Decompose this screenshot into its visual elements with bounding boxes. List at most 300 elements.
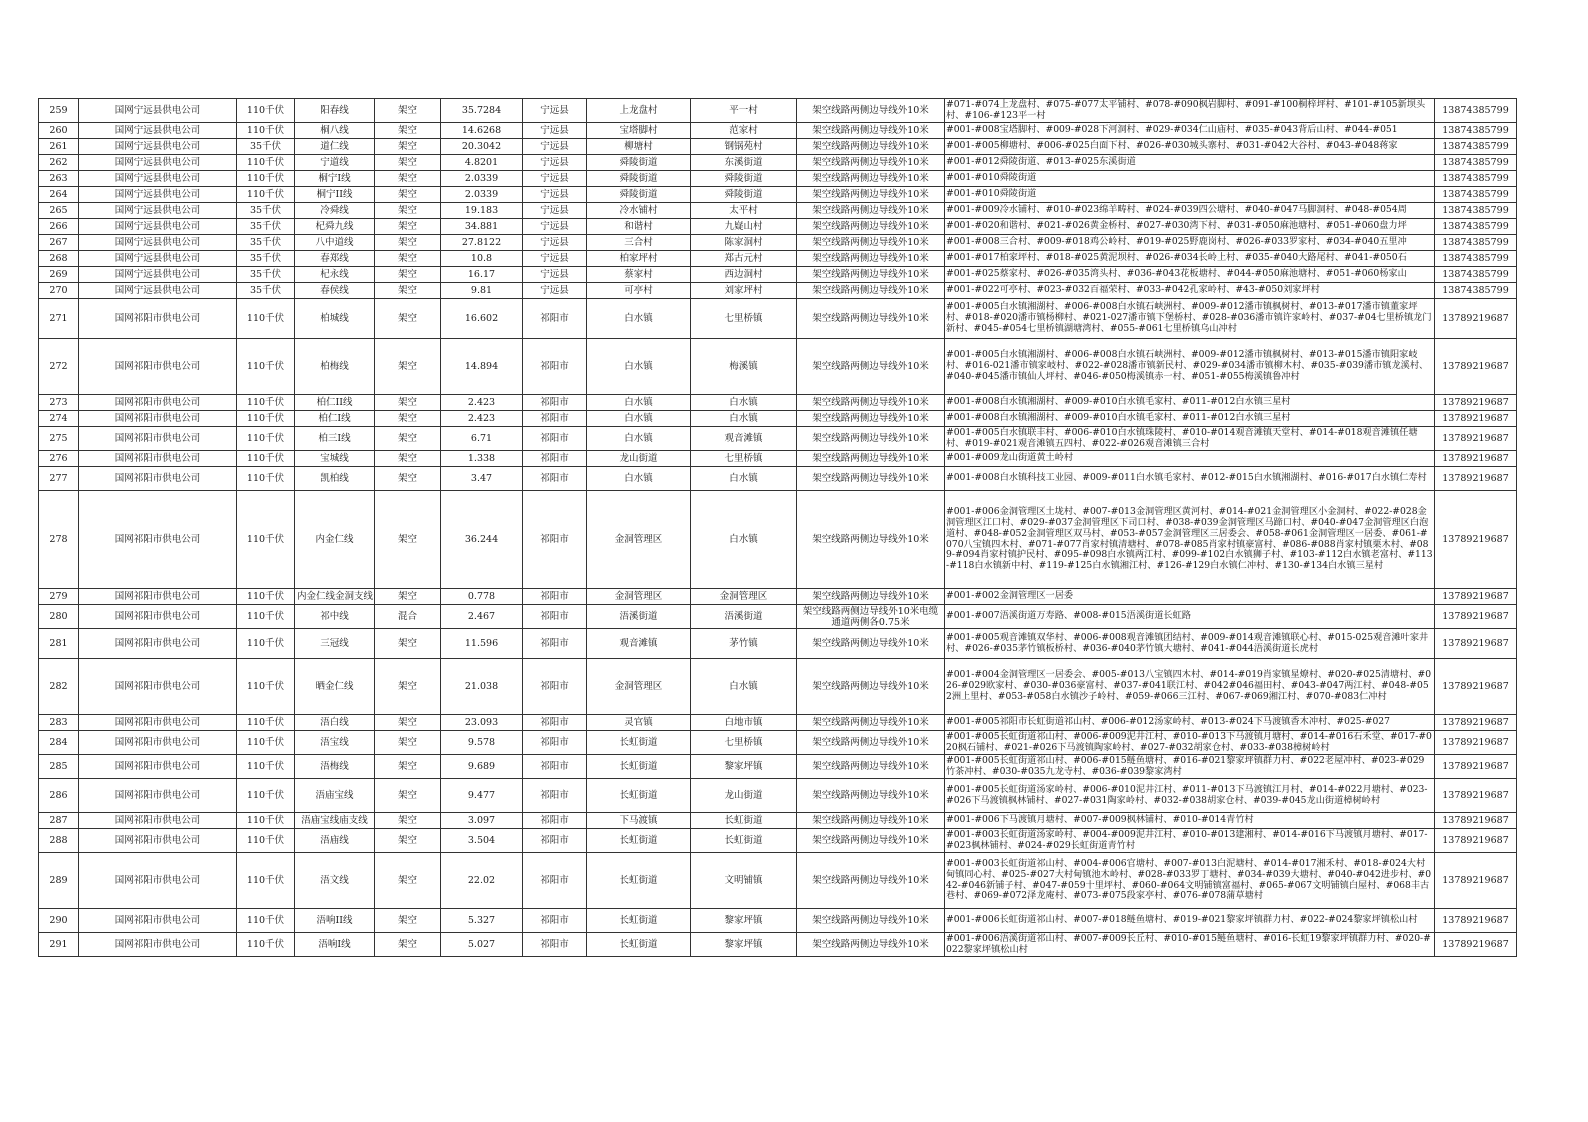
protection-range-cell: 架空线路两侧边导线外10米 bbox=[797, 813, 945, 829]
row-number: 268 bbox=[39, 251, 79, 267]
line-length-cell: 2.423 bbox=[441, 411, 523, 427]
voltage-cell: 110千伏 bbox=[237, 853, 295, 909]
company-cell: 国网宁远县供电公司 bbox=[79, 123, 237, 139]
line-length-cell: 9.81 bbox=[441, 283, 523, 299]
row-number: 284 bbox=[39, 731, 79, 755]
start-town-cell: 舜陵街道 bbox=[587, 171, 691, 187]
tower-description-cell: #001-#005观音滩镇双华村、#006-#008观音滩镇团结村、#009-#014观音滩镇联心村、#015-025观音滩叶家井村、#026-#035茅竹镇板桥村、#036-#040茅竹镇大塘村、#041-#044浯溪街道长虎村 bbox=[945, 629, 1435, 659]
protection-range-cell: 架空线路两侧边导线外10米 bbox=[797, 755, 945, 779]
row-number: 271 bbox=[39, 299, 79, 339]
tower-description-cell: #001-#005长虹街道汤家岭村、#006-#010泥井江村、#011-#013下马渡镇江月村、#014-#022月塘村、#023-#026下马渡镇枫林铺村、#027-#031陶家岭村、#032-#038胡家仓村、#039-#045龙山街道樟树岭村 bbox=[945, 779, 1435, 813]
row-number: 278 bbox=[39, 491, 79, 589]
company-cell: 国网祁阳市供电公司 bbox=[79, 779, 237, 813]
line-name-cell: 浯庙线 bbox=[295, 829, 375, 853]
line-length-cell: 16.17 bbox=[441, 267, 523, 283]
line-length-cell: 2.467 bbox=[441, 605, 523, 629]
protection-range-cell: 架空线路两侧边导线外10米 bbox=[797, 853, 945, 909]
voltage-cell: 110千伏 bbox=[237, 299, 295, 339]
contact-phone-cell: 13789219687 bbox=[1435, 589, 1517, 605]
table-body bbox=[39, 99, 1517, 957]
contact-phone-cell: 13789219687 bbox=[1435, 605, 1517, 629]
line-name-cell: 杞舜九线 bbox=[295, 219, 375, 235]
county-cell: 宁远县 bbox=[523, 171, 587, 187]
line-type-cell: 架空 bbox=[375, 411, 441, 427]
county-cell: 祁阳市 bbox=[523, 395, 587, 411]
tower-description-cell: #001-#022可亭村、#023-#032百福荣村、#033-#042孔家岭村、#43-#050刘家坪村 bbox=[945, 283, 1435, 299]
start-town-cell: 舜陵街道 bbox=[587, 155, 691, 171]
line-type-cell: 架空 bbox=[375, 629, 441, 659]
end-town-cell: 舜陵街道 bbox=[691, 187, 797, 203]
line-name-cell: 凯柏线 bbox=[295, 467, 375, 491]
tower-description-cell: #001-#003长虹街道祁山村、#004-#006官塘村、#007-#013白泥塘村、#014-#017湘禾村、#018-#024大村甸镇同心村、#025-#027大村甸镇池木岭村、#028-#033罗丁塘村、#034-#039大塘村、#040-#042进步村、#042-#046新铺子村、#047-#059十里坪村、#060-#064文明铺镇富福村、#065-#067文明铺镇白屋村、#068丰古巷村、#069-#072泽龙庵村、#073-#075段家亭村、#076-#078蒲草塘村 bbox=[945, 853, 1435, 909]
voltage-cell: 110千伏 bbox=[237, 605, 295, 629]
company-cell: 国网祁阳市供电公司 bbox=[79, 589, 237, 605]
line-type-cell: 架空 bbox=[375, 219, 441, 235]
county-cell: 祁阳市 bbox=[523, 909, 587, 933]
line-type-cell: 架空 bbox=[375, 203, 441, 219]
start-town-cell: 白水镇 bbox=[587, 339, 691, 395]
line-type-cell: 架空 bbox=[375, 155, 441, 171]
line-name-cell: 浯庙宝线庙支线 bbox=[295, 813, 375, 829]
end-town-cell: 浯溪街道 bbox=[691, 605, 797, 629]
protection-range-cell: 架空线路两侧边导线外10米 bbox=[797, 659, 945, 715]
start-town-cell: 长虹街道 bbox=[587, 731, 691, 755]
protection-range-cell: 架空线路两侧边导线外10米 bbox=[797, 731, 945, 755]
tower-description-cell: #001-#004金洞管理区一居委会、#005-#013八宝镇四木村、#014-#019肖家镇星燎村、#020-#025清塘村、#026-#029欧家村、#030-#036豪富村、#037-#041联江村、#042#046福田村、#043-#047两江村、#048-#052洲上里村、#053-#058白水镇沙子岭村、#059-#066三江村、#067-#069湘江村、#070-#083仁冲村 bbox=[945, 659, 1435, 715]
start-town-cell: 冷水铺村 bbox=[587, 203, 691, 219]
line-length-cell: 9.578 bbox=[441, 731, 523, 755]
row-number: 272 bbox=[39, 339, 79, 395]
start-town-cell: 长虹街道 bbox=[587, 933, 691, 957]
row-number: 277 bbox=[39, 467, 79, 491]
end-town-cell: 东溪街道 bbox=[691, 155, 797, 171]
line-name-cell: 冷舜线 bbox=[295, 203, 375, 219]
tower-description-cell: #001-#017柏家坪村、#018-#025黄泥坝村、#026-#034长岭上村、#035-#040大路尾村、#041-#050石 bbox=[945, 251, 1435, 267]
table-row bbox=[39, 715, 1517, 731]
end-town-cell: 白水镇 bbox=[691, 659, 797, 715]
line-type-cell: 架空 bbox=[375, 395, 441, 411]
contact-phone-cell: 13789219687 bbox=[1435, 339, 1517, 395]
line-name-cell: 浯响II线 bbox=[295, 909, 375, 933]
contact-phone-cell: 13789219687 bbox=[1435, 411, 1517, 427]
voltage-cell: 110千伏 bbox=[237, 99, 295, 123]
line-length-cell: 9.477 bbox=[441, 779, 523, 813]
start-town-cell: 上龙盘村 bbox=[587, 99, 691, 123]
end-town-cell: 白水镇 bbox=[691, 467, 797, 491]
county-cell: 祁阳市 bbox=[523, 299, 587, 339]
protection-range-cell: 架空线路两侧边导线外10米 bbox=[797, 171, 945, 187]
start-town-cell: 长虹街道 bbox=[587, 829, 691, 853]
line-length-cell: 19.183 bbox=[441, 203, 523, 219]
table-row bbox=[39, 203, 1517, 219]
protection-range-cell: 架空线路两侧边导线外10米 bbox=[797, 933, 945, 957]
line-name-cell: 浯梅线 bbox=[295, 755, 375, 779]
company-cell: 国网宁远县供电公司 bbox=[79, 187, 237, 203]
contact-phone-cell: 13874385799 bbox=[1435, 187, 1517, 203]
protection-range-cell: 架空线路两侧边导线外10米 bbox=[797, 395, 945, 411]
county-cell: 祁阳市 bbox=[523, 339, 587, 395]
county-cell: 祁阳市 bbox=[523, 659, 587, 715]
company-cell: 国网祁阳市供电公司 bbox=[79, 813, 237, 829]
contact-phone-cell: 13789219687 bbox=[1435, 779, 1517, 813]
protection-range-cell: 架空线路两侧边导线外10米 bbox=[797, 235, 945, 251]
voltage-cell: 110千伏 bbox=[237, 755, 295, 779]
row-number: 269 bbox=[39, 267, 79, 283]
tower-description-cell: #001-#006金洞管理区土垅村、#007-#013金洞管理区黄河村、#014-#021金洞管理区小金洞村、#022-#028金洞管理区江口村、#029-#037金洞管理区下司口村、#038-#039金洞管理区马蹄口村、#040-#047金洞管理区白泡道村、#048-#052金洞管理区双马村、#053-#057金洞管理区三居委会、#058-#061金洞管理区一居委、#061-#070八宝镇四木村、#071-#077肖家村镇清塘村、#078-#085肖家村镇豪富村、#086-#088肖家村镇栗木村、#089-#094肖家村镇护民村、#095-#098白水镇两江村、#099-#102白水镇狮子村、#103-#112白水镇老富村、#113-#118白水镇新中村、#119-#125白水镇湘江村、#126-#129白水镇仁冲村、#130-#134白水镇三星村 bbox=[945, 491, 1435, 589]
table-row bbox=[39, 853, 1517, 909]
contact-phone-cell: 13874385799 bbox=[1435, 267, 1517, 283]
voltage-cell: 35千伏 bbox=[237, 283, 295, 299]
voltage-cell: 110千伏 bbox=[237, 451, 295, 467]
end-town-cell: 平一村 bbox=[691, 99, 797, 123]
start-town-cell: 金洞管理区 bbox=[587, 659, 691, 715]
tower-description-cell: #001-#020和谐村、#021-#026黄金桥村、#027-#030湾下村、#031-#050麻池塘村、#051-#060盘力坪 bbox=[945, 219, 1435, 235]
row-number: 288 bbox=[39, 829, 79, 853]
protection-range-cell: 架空线路两侧边导线外10米 bbox=[797, 203, 945, 219]
line-name-cell: 柏三I线 bbox=[295, 427, 375, 451]
company-cell: 国网宁远县供电公司 bbox=[79, 139, 237, 155]
voltage-cell: 110千伏 bbox=[237, 731, 295, 755]
tower-description-cell: #001-#010舜陵街道 bbox=[945, 171, 1435, 187]
county-cell: 祁阳市 bbox=[523, 605, 587, 629]
table-row bbox=[39, 99, 1517, 123]
row-number: 262 bbox=[39, 155, 79, 171]
end-town-cell: 太平村 bbox=[691, 203, 797, 219]
company-cell: 国网祁阳市供电公司 bbox=[79, 715, 237, 731]
line-length-cell: 3.47 bbox=[441, 467, 523, 491]
line-length-cell: 21.038 bbox=[441, 659, 523, 715]
protection-range-cell: 架空线路两侧边导线外10米 bbox=[797, 829, 945, 853]
line-type-cell: 架空 bbox=[375, 171, 441, 187]
protection-range-cell: 架空线路两侧边导线外10米 bbox=[797, 139, 945, 155]
table-row bbox=[39, 267, 1517, 283]
voltage-cell: 110千伏 bbox=[237, 427, 295, 451]
end-town-cell: 刘家坪村 bbox=[691, 283, 797, 299]
protection-range-cell: 架空线路两侧边导线外10米 bbox=[797, 267, 945, 283]
row-number: 276 bbox=[39, 451, 79, 467]
line-length-cell: 14.894 bbox=[441, 339, 523, 395]
line-type-cell: 架空 bbox=[375, 451, 441, 467]
line-type-cell: 架空 bbox=[375, 659, 441, 715]
line-name-cell: 八中道线 bbox=[295, 235, 375, 251]
end-town-cell: 黎家坪镇 bbox=[691, 755, 797, 779]
county-cell: 祁阳市 bbox=[523, 411, 587, 427]
contact-phone-cell: 13874385799 bbox=[1435, 123, 1517, 139]
company-cell: 国网祁阳市供电公司 bbox=[79, 395, 237, 411]
line-type-cell: 架空 bbox=[375, 283, 441, 299]
start-town-cell: 金洞管理区 bbox=[587, 589, 691, 605]
county-cell: 祁阳市 bbox=[523, 813, 587, 829]
voltage-cell: 110千伏 bbox=[237, 813, 295, 829]
table-row bbox=[39, 779, 1517, 813]
company-cell: 国网宁远县供电公司 bbox=[79, 219, 237, 235]
table-row bbox=[39, 605, 1517, 629]
tower-description-cell: #001-#005白水镇联丰村、#006-#010白水镇珠陵村、#010-#014观音滩镇天堂村、#014-#018观音滩镇任塘村、#019-#021观音滩镇五四村、#022-#026观音滩镇三合村 bbox=[945, 427, 1435, 451]
line-length-cell: 3.097 bbox=[441, 813, 523, 829]
row-number: 282 bbox=[39, 659, 79, 715]
contact-phone-cell: 13789219687 bbox=[1435, 853, 1517, 909]
contact-phone-cell: 13874385799 bbox=[1435, 235, 1517, 251]
county-cell: 宁远县 bbox=[523, 219, 587, 235]
contact-phone-cell: 13789219687 bbox=[1435, 909, 1517, 933]
line-length-cell: 2.423 bbox=[441, 395, 523, 411]
row-number: 286 bbox=[39, 779, 79, 813]
end-town-cell: 长虹街道 bbox=[691, 829, 797, 853]
contact-phone-cell: 13789219687 bbox=[1435, 299, 1517, 339]
contact-phone-cell: 13874385799 bbox=[1435, 155, 1517, 171]
contact-phone-cell: 13789219687 bbox=[1435, 829, 1517, 853]
row-number: 290 bbox=[39, 909, 79, 933]
county-cell: 宁远县 bbox=[523, 99, 587, 123]
company-cell: 国网宁远县供电公司 bbox=[79, 155, 237, 171]
voltage-cell: 110千伏 bbox=[237, 829, 295, 853]
start-town-cell: 白水镇 bbox=[587, 427, 691, 451]
voltage-cell: 110千伏 bbox=[237, 779, 295, 813]
voltage-cell: 35千伏 bbox=[237, 203, 295, 219]
company-cell: 国网宁远县供电公司 bbox=[79, 283, 237, 299]
end-town-cell: 茅竹镇 bbox=[691, 629, 797, 659]
contact-phone-cell: 13874385799 bbox=[1435, 283, 1517, 299]
row-number: 260 bbox=[39, 123, 79, 139]
protection-range-cell: 架空线路两侧边导线外10米 bbox=[797, 123, 945, 139]
table-row bbox=[39, 235, 1517, 251]
county-cell: 祁阳市 bbox=[523, 589, 587, 605]
county-cell: 宁远县 bbox=[523, 187, 587, 203]
tower-description-cell: #001-#012舜陵街道、#013-#025东溪街道 bbox=[945, 155, 1435, 171]
line-length-cell: 27.8122 bbox=[441, 235, 523, 251]
line-type-cell: 架空 bbox=[375, 467, 441, 491]
end-town-cell: 七里桥镇 bbox=[691, 299, 797, 339]
line-type-cell: 架空 bbox=[375, 187, 441, 203]
line-type-cell: 架空 bbox=[375, 235, 441, 251]
table-row bbox=[39, 299, 1517, 339]
row-number: 264 bbox=[39, 187, 79, 203]
voltage-cell: 35千伏 bbox=[237, 219, 295, 235]
line-length-cell: 4.8201 bbox=[441, 155, 523, 171]
end-town-cell: 白水镇 bbox=[691, 491, 797, 589]
line-name-cell: 桐宁II线 bbox=[295, 187, 375, 203]
line-name-cell: 晒金仁线 bbox=[295, 659, 375, 715]
county-cell: 宁远县 bbox=[523, 203, 587, 219]
table-row bbox=[39, 467, 1517, 491]
start-town-cell: 舜陵街道 bbox=[587, 187, 691, 203]
start-town-cell: 长虹街道 bbox=[587, 853, 691, 909]
start-town-cell: 金洞管理区 bbox=[587, 491, 691, 589]
contact-phone-cell: 13789219687 bbox=[1435, 427, 1517, 451]
line-length-cell: 2.0339 bbox=[441, 171, 523, 187]
company-cell: 国网祁阳市供电公司 bbox=[79, 629, 237, 659]
line-type-cell: 架空 bbox=[375, 139, 441, 155]
company-cell: 国网祁阳市供电公司 bbox=[79, 605, 237, 629]
table-row bbox=[39, 219, 1517, 235]
line-type-cell: 架空 bbox=[375, 491, 441, 589]
row-number: 267 bbox=[39, 235, 79, 251]
contact-phone-cell: 13874385799 bbox=[1435, 99, 1517, 123]
voltage-cell: 110千伏 bbox=[237, 491, 295, 589]
contact-phone-cell: 13789219687 bbox=[1435, 629, 1517, 659]
end-town-cell: 钢锅苑村 bbox=[691, 139, 797, 155]
table-row bbox=[39, 139, 1517, 155]
voltage-cell: 110千伏 bbox=[237, 629, 295, 659]
table-row bbox=[39, 187, 1517, 203]
protection-range-cell: 架空线路两侧边导线外10米电缆通道两侧各0.75米 bbox=[797, 605, 945, 629]
county-cell: 宁远县 bbox=[523, 139, 587, 155]
start-town-cell: 白水镇 bbox=[587, 411, 691, 427]
line-length-cell: 6.71 bbox=[441, 427, 523, 451]
line-length-cell: 36.244 bbox=[441, 491, 523, 589]
voltage-cell: 110千伏 bbox=[237, 395, 295, 411]
row-number: 275 bbox=[39, 427, 79, 451]
line-name-cell: 桐八线 bbox=[295, 123, 375, 139]
company-cell: 国网宁远县供电公司 bbox=[79, 235, 237, 251]
protection-range-cell: 架空线路两侧边导线外10米 bbox=[797, 779, 945, 813]
line-length-cell: 23.093 bbox=[441, 715, 523, 731]
table-row bbox=[39, 829, 1517, 853]
tower-description-cell: #001-#025蔡家村、#026-#035湾头村、#036-#043花板塘村、#044-#050麻池塘村、#051-#060杨家山 bbox=[945, 267, 1435, 283]
county-cell: 祁阳市 bbox=[523, 467, 587, 491]
tower-description-cell: #001-#003长虹街道汤家岭村、#004-#009泥井江村、#010-#013建湘村、#014-#016下马渡镇月塘村、#017-#023枫林铺村、#024-#029长虹街道青竹村 bbox=[945, 829, 1435, 853]
line-length-cell: 10.8 bbox=[441, 251, 523, 267]
row-number: 274 bbox=[39, 411, 79, 427]
contact-phone-cell: 13874385799 bbox=[1435, 203, 1517, 219]
tower-description-cell: #001-#008三合村、#009-#018鸡公岭村、#019-#025野鹿岗村、#026-#033罗家村、#034-#040五里冲 bbox=[945, 235, 1435, 251]
contact-phone-cell: 13789219687 bbox=[1435, 491, 1517, 589]
voltage-cell: 110千伏 bbox=[237, 123, 295, 139]
end-town-cell: 七里桥镇 bbox=[691, 731, 797, 755]
line-type-cell: 架空 bbox=[375, 427, 441, 451]
start-town-cell: 长虹街道 bbox=[587, 779, 691, 813]
start-town-cell: 龙山街道 bbox=[587, 451, 691, 467]
table-row bbox=[39, 933, 1517, 957]
tower-description-cell: #001-#005白水镇湘湖村、#006-#008白水镇石峡洲村、#009-#012潘市镇枫树村、#013-#015潘市镇阳家岐村、#016-021潘市镇家岐村、#022-#028潘市镇新民村、#029-#034潘市镇柳木村、#035-#039潘市镇龙溪村、#040-#045潘市镇仙人坪村、#046-#050梅溪镇赤一村、#051-#055梅溪镇鲁冲村 bbox=[945, 339, 1435, 395]
company-cell: 国网祁阳市供电公司 bbox=[79, 755, 237, 779]
contact-phone-cell: 13874385799 bbox=[1435, 171, 1517, 187]
tower-description-cell: #001-#008宝塔脚村、#009-#028下河洞村、#029-#034仁山庙村、#035-#043背后山村、#044-#051 bbox=[945, 123, 1435, 139]
tower-description-cell: #001-#005长虹街道祁山村、#006-#015鲢鱼塘村、#016-#021黎家坪镇群力村、#022老屋冲村、#023-#029竹茶冲村、#030-#035九龙寺村、#036-#039黎家湾村 bbox=[945, 755, 1435, 779]
tower-description-cell: #001-#008白水镇科技工业园、#009-#011白水镇毛家村、#012-#015白水镇湘湖村、#016-#017白水镇仁寿村 bbox=[945, 467, 1435, 491]
voltage-cell: 110千伏 bbox=[237, 171, 295, 187]
protection-range-cell: 架空线路两侧边导线外10米 bbox=[797, 251, 945, 267]
table-row bbox=[39, 339, 1517, 395]
line-name-cell: 宝城线 bbox=[295, 451, 375, 467]
line-type-cell: 架空 bbox=[375, 99, 441, 123]
company-cell: 国网祁阳市供电公司 bbox=[79, 299, 237, 339]
tower-description-cell: #001-#006长虹街道祁山村、#007-#018鲢鱼塘村、#019-#021黎家坪镇群力村、#022-#024黎家坪镇松山村 bbox=[945, 909, 1435, 933]
tower-description-cell: #001-#005长虹街道祁山村、#006-#009泥井江村、#010-#013下马渡镇月塘村、#014-#016石禾堂、#017-#020枫石铺村、#021-#026下马渡镇陶家岭村、#027-#032胡家仓村、#033-#038樟树岭村 bbox=[945, 731, 1435, 755]
end-town-cell: 西边洞村 bbox=[691, 267, 797, 283]
voltage-cell: 110千伏 bbox=[237, 187, 295, 203]
row-number: 287 bbox=[39, 813, 79, 829]
company-cell: 国网宁远县供电公司 bbox=[79, 251, 237, 267]
line-name-cell: 桐宁I线 bbox=[295, 171, 375, 187]
line-length-cell: 5.327 bbox=[441, 909, 523, 933]
end-town-cell: 范家村 bbox=[691, 123, 797, 139]
voltage-cell: 110千伏 bbox=[237, 589, 295, 605]
line-type-cell: 架空 bbox=[375, 853, 441, 909]
power-line-protection-table bbox=[38, 98, 1517, 957]
line-name-cell: 内金仁线 bbox=[295, 491, 375, 589]
line-name-cell: 浯庙宝线 bbox=[295, 779, 375, 813]
row-number: 285 bbox=[39, 755, 79, 779]
company-cell: 国网祁阳市供电公司 bbox=[79, 339, 237, 395]
company-cell: 国网祁阳市供电公司 bbox=[79, 467, 237, 491]
protection-range-cell: 架空线路两侧边导线外10米 bbox=[797, 411, 945, 427]
line-type-cell: 架空 bbox=[375, 123, 441, 139]
county-cell: 宁远县 bbox=[523, 155, 587, 171]
start-town-cell: 白水镇 bbox=[587, 299, 691, 339]
county-cell: 祁阳市 bbox=[523, 829, 587, 853]
start-town-cell: 下马渡镇 bbox=[587, 813, 691, 829]
county-cell: 宁远县 bbox=[523, 267, 587, 283]
row-number: 289 bbox=[39, 853, 79, 909]
table-row bbox=[39, 755, 1517, 779]
company-cell: 国网宁远县供电公司 bbox=[79, 203, 237, 219]
line-length-cell: 34.881 bbox=[441, 219, 523, 235]
line-name-cell: 柏仁I线 bbox=[295, 411, 375, 427]
contact-phone-cell: 13789219687 bbox=[1435, 467, 1517, 491]
tower-description-cell: #001-#009龙山街道黄土岭村 bbox=[945, 451, 1435, 467]
line-name-cell: 浯响I线 bbox=[295, 933, 375, 957]
start-town-cell: 浯溪街道 bbox=[587, 605, 691, 629]
company-cell: 国网祁阳市供电公司 bbox=[79, 451, 237, 467]
start-town-cell: 长虹街道 bbox=[587, 909, 691, 933]
start-town-cell: 观音滩镇 bbox=[587, 629, 691, 659]
county-cell: 祁阳市 bbox=[523, 451, 587, 467]
table-row bbox=[39, 123, 1517, 139]
company-cell: 国网祁阳市供电公司 bbox=[79, 853, 237, 909]
table-row bbox=[39, 813, 1517, 829]
voltage-cell: 35千伏 bbox=[237, 139, 295, 155]
contact-phone-cell: 13789219687 bbox=[1435, 659, 1517, 715]
tower-description-cell: #001-#007浯溪街道万寿路、#008-#015浯溪街道长虹路 bbox=[945, 605, 1435, 629]
contact-phone-cell: 13789219687 bbox=[1435, 715, 1517, 731]
contact-phone-cell: 13874385799 bbox=[1435, 219, 1517, 235]
start-town-cell: 和谐村 bbox=[587, 219, 691, 235]
county-cell: 祁阳市 bbox=[523, 853, 587, 909]
row-number: 270 bbox=[39, 283, 79, 299]
protection-range-cell: 架空线路两侧边导线外10米 bbox=[797, 467, 945, 491]
tower-description-cell: #001-#010舜陵街道 bbox=[945, 187, 1435, 203]
end-town-cell: 郑古元村 bbox=[691, 251, 797, 267]
line-name-cell: 春侯线 bbox=[295, 283, 375, 299]
line-length-cell: 16.602 bbox=[441, 299, 523, 339]
row-number: 283 bbox=[39, 715, 79, 731]
company-cell: 国网祁阳市供电公司 bbox=[79, 731, 237, 755]
end-town-cell: 观音滩镇 bbox=[691, 427, 797, 451]
line-length-cell: 3.504 bbox=[441, 829, 523, 853]
line-type-cell: 架空 bbox=[375, 299, 441, 339]
start-town-cell: 三合村 bbox=[587, 235, 691, 251]
contact-phone-cell: 13874385799 bbox=[1435, 251, 1517, 267]
start-town-cell: 长虹街道 bbox=[587, 755, 691, 779]
row-number: 279 bbox=[39, 589, 79, 605]
table-row bbox=[39, 659, 1517, 715]
protection-range-cell: 架空线路两侧边导线外10米 bbox=[797, 589, 945, 605]
end-town-cell: 七里桥镇 bbox=[691, 451, 797, 467]
tower-description-cell: #001-#009冷水铺村、#010-#023绵羊畴村、#024-#039四公塘村、#040-#047马脚洞村、#048-#054周 bbox=[945, 203, 1435, 219]
voltage-cell: 110千伏 bbox=[237, 339, 295, 395]
company-cell: 国网祁阳市供电公司 bbox=[79, 909, 237, 933]
tower-description-cell: #001-#006下马渡镇月塘村、#007-#009枫林铺村、#010-#014青竹村 bbox=[945, 813, 1435, 829]
protection-range-cell: 架空线路两侧边导线外10米 bbox=[797, 427, 945, 451]
line-name-cell: 阳春线 bbox=[295, 99, 375, 123]
end-town-cell: 梅溪镇 bbox=[691, 339, 797, 395]
voltage-cell: 35千伏 bbox=[237, 251, 295, 267]
county-cell: 祁阳市 bbox=[523, 629, 587, 659]
voltage-cell: 110千伏 bbox=[237, 467, 295, 491]
line-length-cell: 9.689 bbox=[441, 755, 523, 779]
voltage-cell: 110千伏 bbox=[237, 659, 295, 715]
